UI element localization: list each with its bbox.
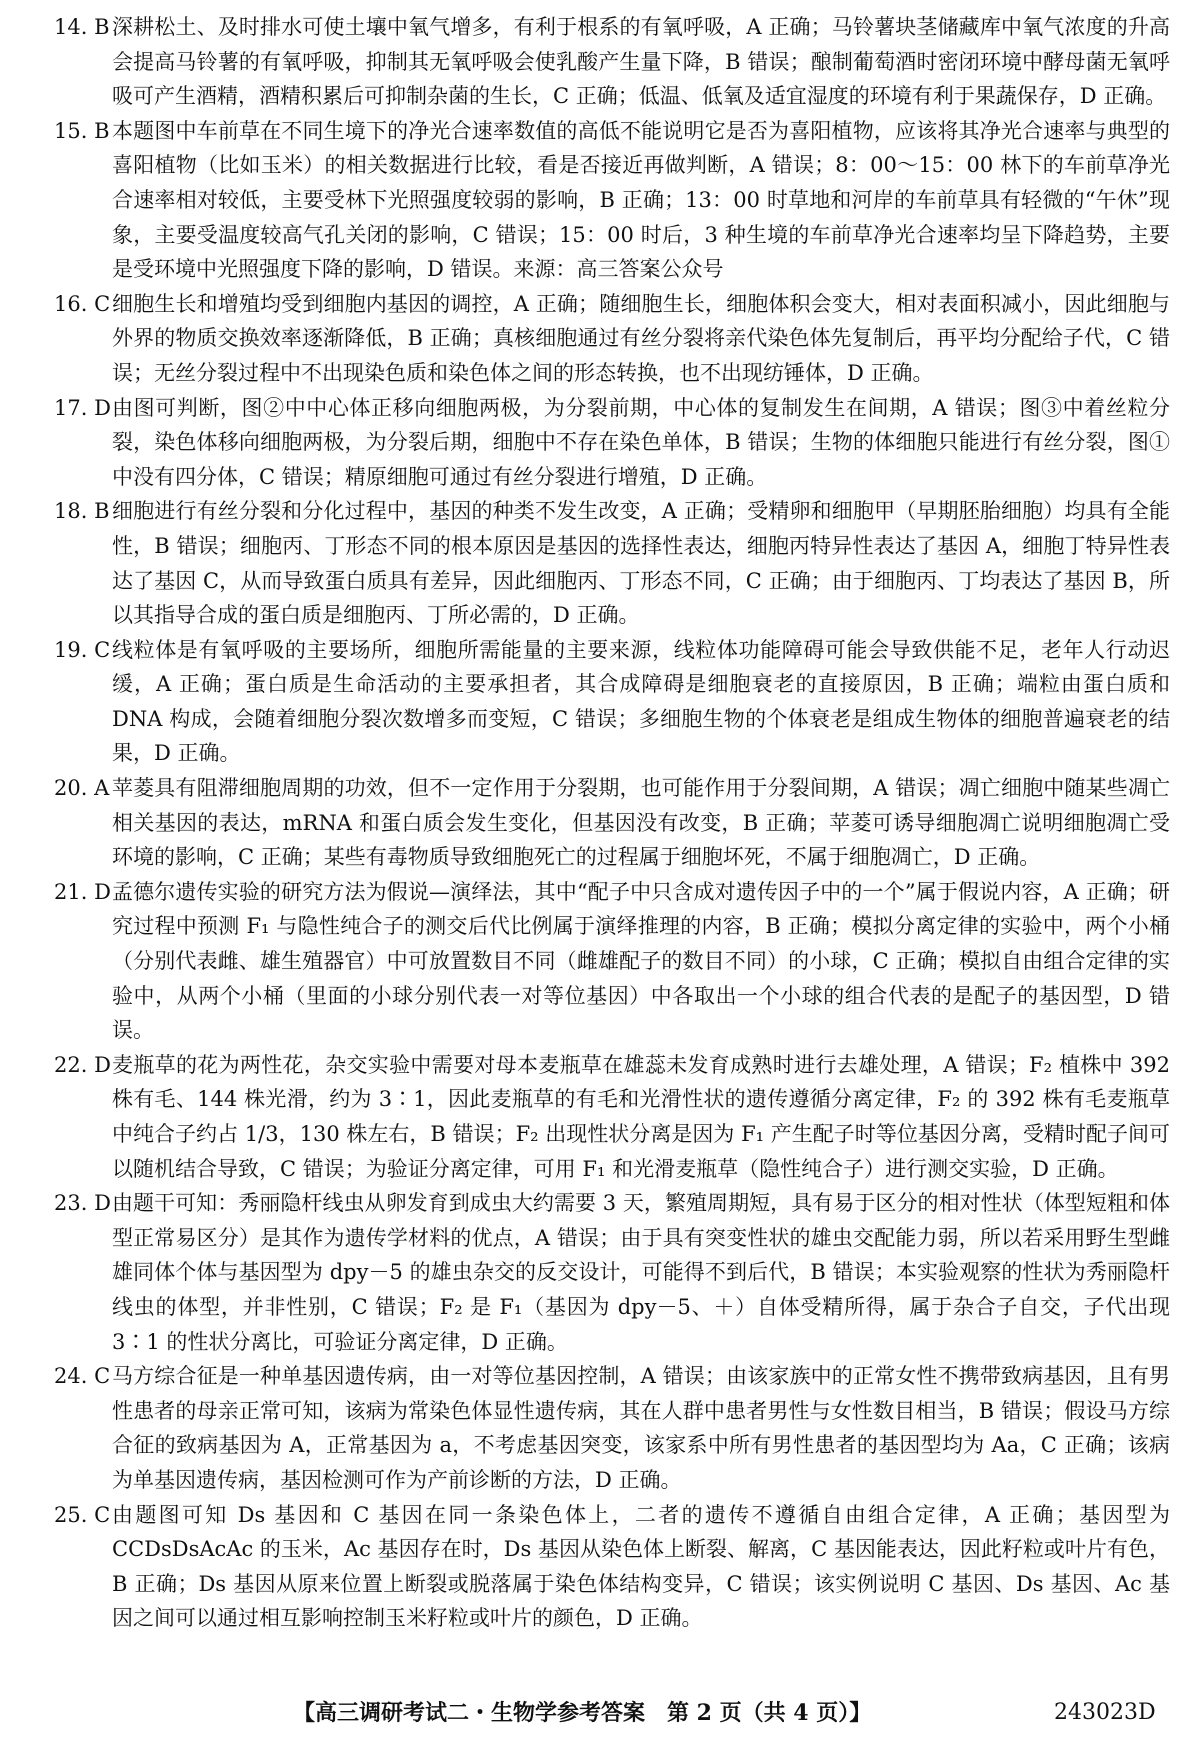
answer-explanation: 细胞生长和增殖均受到细胞内基因的调控，A 正确；随细胞生长，细胞体积会变大，相对表面积减小，因此细胞与外界的物质交换效率逐渐降低，B 正确；真核细胞通过有丝分裂将亲代染色体先复制后，再平均分配给子代，C 错误；无丝分裂过程中不出现染色质和染色体之间的形态转换，也不出现纺锤体，D 正确。 — [112, 291, 1170, 385]
answer-item-24 — [54, 1359, 1170, 1497]
answer-explanation: 线粒体是有氧呼吸的主要场所，细胞所需能量的主要来源，线粒体功能障碍可能会导致供能不足，老年人行动迟缓，A 正确；蛋白质是生命活动的主要承担者，其合成障碍是细胞衰老的直接原因，B 正确；端粒由蛋白质和 DNA 构成，会随着细胞分裂次数增多而变短，C 错误；多细胞生物的个体衰老是组成生物体的细胞普遍衰老的结果，D 正确。 — [112, 637, 1170, 766]
answer-number: 19. C — [54, 637, 111, 662]
answer-explanation: 马方综合征是一种单基因遗传病，由一对等位基因控制，A 错误；由该家族中的正常女性不携带致病基因，且有男性患者的母亲正常可知，该病为常染色体显性遗传病，其在人群中患者男性与女性数目相当，B 错误；假设马方综合征的致病基因为 A，正常基因为 a，不考虑基因突变，该家系中所有男性患者的基因型均为 Aa，C 正确；该病为单基因遗传病，基因检测可作为产前诊断的方法，D 正确。 — [112, 1364, 1170, 1492]
answer-item-16 — [54, 287, 1170, 391]
answer-item-22 — [54, 1048, 1170, 1186]
footer-title: 【高三调研考试二・生物学参考答案 第 2 页（共 4 页）】 — [293, 1700, 872, 1726]
answer-number: 14. B — [54, 15, 110, 39]
answer-number: 15. B — [54, 118, 110, 143]
document-code: 243023D — [1054, 1700, 1156, 1725]
answer-number: 18. B — [54, 499, 110, 524]
answer-item-21 — [54, 875, 1170, 1048]
answer-explanation: 本题图中车前草在不同生境下的净光合速率数值的高低不能说明它是否为喜阳植物，应该将其净光合速率与典型的喜阳植物（比如玉米）的相关数据进行比较，看是否接近再做判断，A 错误；8：00～15：00 林下的车前草净光合速率相对较低，主要受林下光照强度较弱的影响，B 正确；13：00 时草地和河岸的车前草具有轻微的“午休”现象，主要受温度较高气孔关闭的影响，C 错误；15：00 时后，3 种生境的车前草净光合速率均呈下降趋势，主要是受环境中光照强度下降的影响，D 错误。来源：高三答案公众号 — [112, 118, 1170, 282]
answer-number: 24. C — [54, 1364, 111, 1389]
answer-number: 23. D — [54, 1191, 111, 1216]
answer-number: 16. C — [54, 291, 111, 316]
answer-number: 22. D — [54, 1052, 111, 1077]
answer-item-17 — [54, 391, 1170, 495]
answer-number: 25. C — [54, 1502, 111, 1527]
answer-item-20 — [54, 771, 1170, 875]
answer-explanation: 由题干可知：秀丽隐杆线虫从卵发育到成虫大约需要 3 天，繁殖周期短，具有易于区分的相对性状（体型短粗和体型正常易区分）是其作为遗传学材料的优点，A 错误；由于具有突变性状的雄虫交配能力弱，所以若采用野生型雌雄同体个体与基因型为 dpy－5 的雄虫杂交的反交设计，可能得不到后代，B 错误；本实验观察的性状为秀丽隐杆线虫的体型，并非性别，C 错误；F₂ 是 F₁（基因为 dpy－5、＋）自体受精所得，属于杂合子自交，子代出现 3∶1 的性状分离比，可验证分离定律，D 正确。 — [112, 1191, 1170, 1354]
answer-explanation: 由图可判断，图②中中心体正移向细胞两极，为分裂前期，中心体的复制发生在间期，A 错误；图③中着丝粒分裂，染色体移向细胞两极，为分裂后期，细胞中不存在染色单体，B 错误；生物的体细胞只能进行有丝分裂，图①中没有四分体，C 错误；精原细胞可通过有丝分裂进行增殖，D 正确。 — [112, 395, 1170, 489]
answer-item-25 — [54, 1498, 1170, 1636]
answer-explanation: 孟德尔遗传实验的研究方法为假说—演绎法，其中“配子中只含成对遗传因子中的一个”属于假说内容，A 正确；研究过程中预测 F₁ 与隐性纯合子的测交后代比例属于演绎推理的内容，B 正确；模拟分离定律的实验中，两个小桶（分别代表雌、雄生殖器官）中可放置数目不同（雌雄配子的数目不同）的小球，C 正确；模拟自由组合定律的实验中，从两个小桶（里面的小球分别代表一对等位基因）中各取出一个小球的组合代表的是配子的基因型，D 错误。 — [112, 879, 1170, 1043]
answer-explanation: 苹菱具有阻滞细胞周期的功效，但不一定作用于分裂期，也可能作用于分裂间期，A 错误；凋亡细胞中随某些凋亡相关基因的表达，mRNA 和蛋白质会发生变化，但基因没有改变，B 正确；苹菱可诱导细胞凋亡说明细胞凋亡受环境的影响，C 正确；某些有毒物质导致细胞死亡的过程属于细胞坏死，不属于细胞凋亡，D 正确。 — [112, 776, 1170, 870]
answer-item-23 — [54, 1186, 1170, 1359]
answer-number: 21. D — [54, 879, 111, 904]
answer-explanation: 由题图可知 Ds 基因和 C 基因在同一条染色体上，二者的遗传不遵循自由组合定律，A 正确；基因型为 CCDsDsAcAc 的玉米，Ac 基因存在时，Ds 基因从染色体上断裂、解离，C 基因能表达，因此籽粒或叶片有色，B 正确；Ds 基因从原来位置上断裂或脱落属于染色体结构变异，C 错误；该实例说明 C 基因、Ds 基因、Ac 基因之间可以通过相互影响控制玉米籽粒或叶片的颜色，D 正确。 — [112, 1502, 1170, 1631]
answer-explanation: 深耕松土、及时排水可使土壤中氧气增多，有利于根系的有氧呼吸，A 正确；马铃薯块茎储藏库中氧气浓度的升高会提高马铃薯的有氧呼吸，抑制其无氧呼吸会使乳酸产生量下降，B 错误；酿制葡萄酒时密闭环境中酵母菌无氧呼吸可产生酒精，酒精积累后可抑制杂菌的生长，C 正确；低温、低氧及适宜湿度的环境有利于果蔬保存，D 正确。 — [112, 15, 1170, 109]
answer-list — [54, 10, 1170, 1636]
answer-number: 17. D — [54, 395, 111, 420]
page-footer — [0, 1696, 1200, 1730]
answer-explanation: 细胞进行有丝分裂和分化过程中，基因的种类不发生改变，A 正确；受精卵和细胞甲（早期胚胎细胞）均具有全能性，B 错误；细胞丙、丁形态不同的根本原因是基因的选择性表达，细胞丙特异性表达了基因 A，细胞丁特异性表达了基因 C，从而导致蛋白质具有差异，因此细胞丙、丁形态不同，C 正确；由于细胞丙、丁均表达了基因 B，所以其指导合成的蛋白质是细胞丙、丁所必需的，D 正确。 — [112, 499, 1170, 628]
answer-item-14 — [54, 10, 1170, 114]
answer-item-15 — [54, 114, 1170, 287]
answer-explanation: 麦瓶草的花为两性花，杂交实验中需要对母本麦瓶草在雄蕊未发育成熟时进行去雄处理，A 错误；F₂ 植株中 392 株有毛、144 株光滑，约为 3∶1，因此麦瓶草的有毛和光滑性状的遗传遵循分离定律，F₂ 的 392 株有毛麦瓶草中纯合子约占 1/3，130 株左右，B 错误；F₂ 出现性状分离是因为 F₁ 产生配子时等位基因分离，受精时配子间可以随机结合导致，C 错误；为验证分离定律，可用 F₁ 和光滑麦瓶草（隐性纯合子）进行测交实验，D 正确。 — [112, 1052, 1170, 1181]
answer-item-19 — [54, 633, 1170, 771]
answer-item-18 — [54, 494, 1170, 632]
answer-number: 20. A — [54, 776, 110, 801]
